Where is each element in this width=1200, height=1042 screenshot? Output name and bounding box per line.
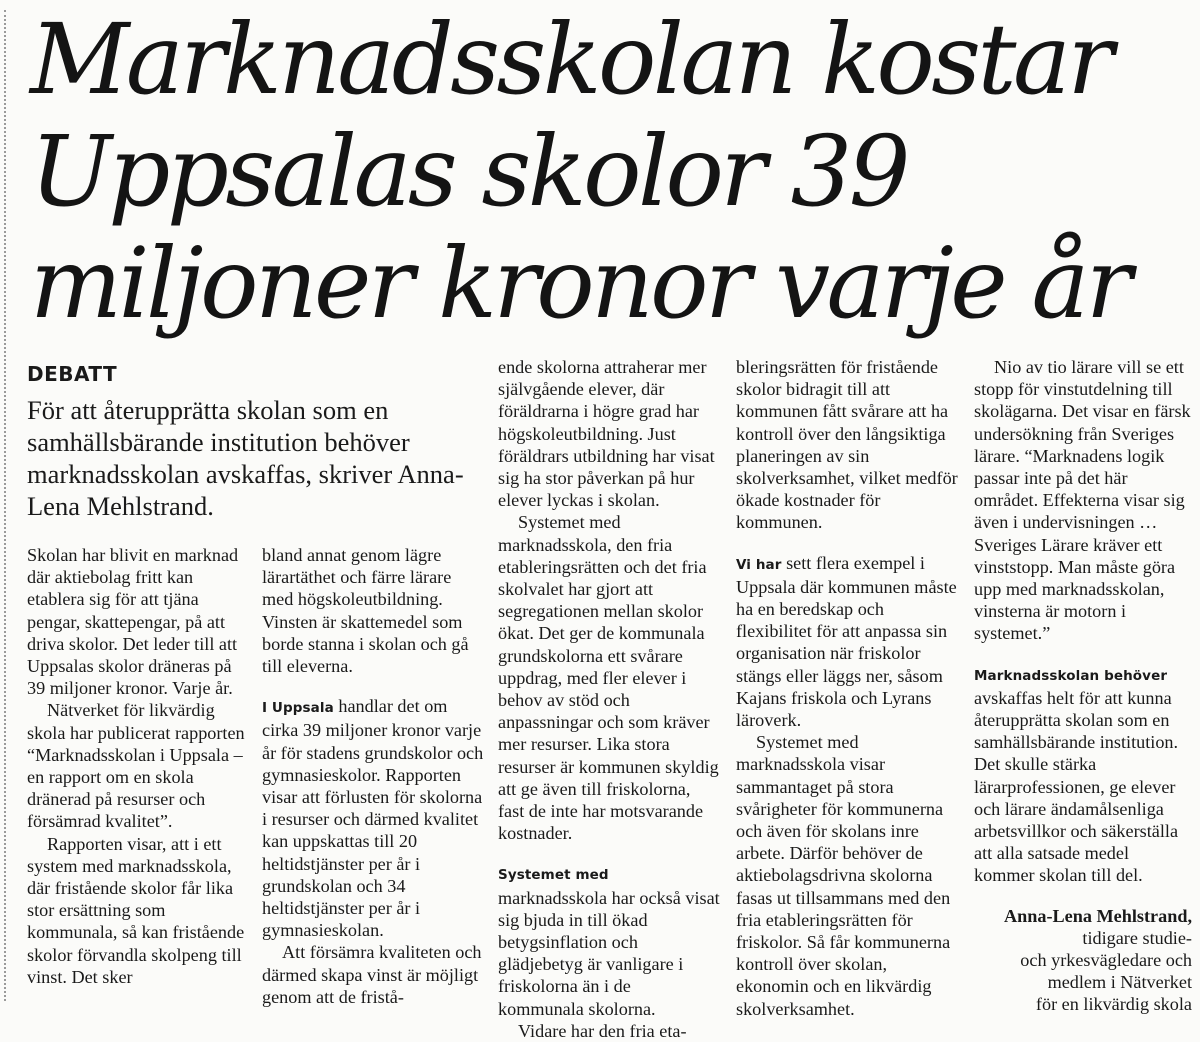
author-title: medlem i Nätverket <box>1047 972 1192 993</box>
paragraph: Systemet med marknadsskola, den fria etableringsrätten och det fria skolvalet har gjort att segregationen mellan skolor ökat. Det ger de kommunala grundskolorna ett svårare uppdrag, med fler elever i behov av stöd och anpassningar och som kräver mer resurser. Lika stora resurser är kommunen skyldig att ge även till friskolorna, fast de inte har motsvarande kostnader. <box>498 512 719 844</box>
paragraph <box>736 552 958 732</box>
author-signature <box>974 905 1192 1016</box>
subhead-lead: Marknadsskolan behöver <box>974 667 1168 684</box>
headline-line: Marknadsskolan kostar <box>30 3 1111 116</box>
paragraph-text: handlar det om cirka 39 miljoner kronor varje år för stadens grundskolor och gymnasieskolor. Rapporten visar att förlusten för skolorna i resurser och därmed kvalitet kan uppskattas till 20 heltidstjänster per år i grundskolan och 34 heltidstjänster per år i gymnasieskolan. <box>262 696 484 941</box>
paragraph: Vidare har den fria eta- <box>518 1020 687 1041</box>
paragraph-text: sett flera exempel i Uppsala där kommunen måste ha en beredskap och flexibilitet för att anpassa sin organisation när friskolor stängs eller läggs ner, såsom Kajans friskola och Lyrans läroverk. <box>736 552 957 731</box>
paragraph-text: avskaffas helt för att kunna återupprätta skolan som en samhällsbärande institution. Det skulle stärka lärarprofessionen, ge elever och lärare ändamålsenliga arbetsvillkor och säkerställa att alla satsade medel kommer skolan till del. <box>974 687 1179 886</box>
paragraph-text: marknadsskola har också visat sig bjuda in till ökad betygsinflation och glädjebetyg är vanligare i friskolorna än i de kommunala skolorna. <box>498 887 720 1019</box>
section-kicker: DEBATT <box>27 362 118 386</box>
subhead-lead: I Uppsala <box>262 700 334 717</box>
paragraph: Rapporten visar, att i ett system med marknadsskola, där fristående skolor får lika stor ersättning som kommunala, så kan fristående skolor förvandla skolpeng till vinst. Det sker <box>27 833 245 987</box>
paragraph: Systemet med marknadsskola visar sammantaget på stora svårigheter för kommunerna och även för skolans inre arbete. Därför behöver de aktiebolagsdrivna skolorna fasas ut tillsammans med den fria etableringsrätten för friskolor. Så får kommunerna kontroll över skolan, ekonomin och en likvärdig skolverksamhet. <box>736 732 951 1019</box>
paragraph: Skolan har blivit en marknad där aktiebolag fritt kan etablera sig för att tjäna pengar, skattepengar, på att driva skolor. Det leder till att Uppsalas skolor dräneras på 39 miljoner kronor. Varje år. <box>27 545 239 699</box>
article-column-5 <box>974 356 1192 1016</box>
ingress: För att återupprätta skolan som en samhällsbärande institution behöver marknadsskolan avskaffas, skriver Anna-Lena Mehlstrand. <box>27 395 464 521</box>
paragraph <box>498 862 720 1019</box>
paragraph: Nätverket för likvärdig skola har publicerat rapporten “Marknadsskolan i Uppsala – en rapport om en skola dränerad på resurser och försämrad kvalitet”. <box>27 700 245 832</box>
paragraph <box>974 663 1192 887</box>
paragraph: Att försämra kvaliteten och därmed skapa vinst är möjligt genom att de fristå- <box>262 942 482 1007</box>
subhead-lead: Vi har <box>736 556 782 573</box>
author-title: tidigare studie- <box>1082 927 1192 948</box>
author-title: och yrkesvägledare och <box>1020 950 1192 971</box>
article-column-4 <box>736 356 958 1020</box>
paragraph: bland annat genom lägre lärartäthet och färre lärare med högskoleutbildning. Vinsten är skattemedel som borde stanna i skolan och gå till eleverna. <box>262 545 469 677</box>
page-edge-rule <box>4 10 6 1001</box>
article-column-2 <box>262 544 484 1008</box>
paragraph: bleringsrätten för fristående skolor bidragit till att kommunen fått svårare att ha kontroll över den långsiktiga planeringen av sin skolverksamhet, vilket medför ökade kostnader för kommunen. <box>736 357 958 533</box>
article-column-3 <box>498 356 720 1042</box>
paragraph: Nio av tio lärare vill se ett stopp för vinstutdelning till skolägarna. Det visar en färsk undersökning från Sveriges lärare. “Marknadens logik passar inte på det här området. Effekterna visar sig även i undervisningen … Sveriges Lärare kräver ett vinststopp. Man måste göra upp med marknadsskolan, vinsterna är motorn i systemet.” <box>974 357 1191 644</box>
article-column-1 <box>27 544 253 988</box>
headline-line: Uppsalas skolor 39 <box>30 115 908 228</box>
paragraph <box>262 695 484 941</box>
author-name: Anna-Lena Mehlstrand, <box>1004 905 1192 926</box>
headline <box>30 4 1195 340</box>
paragraph: ende skolorna attraherar mer självgående elever, där föräldrarna i högre grad har högskoleutbildning. Just föräldrars utbildning har visat sig ha stor påverkan på hur elever lyckas i skolan. <box>498 357 715 511</box>
headline-line: miljoner kronor varje år <box>30 227 1129 340</box>
subhead-lead: Systemet med <box>498 867 609 884</box>
author-title: för en likvärdig skola <box>1035 994 1192 1015</box>
